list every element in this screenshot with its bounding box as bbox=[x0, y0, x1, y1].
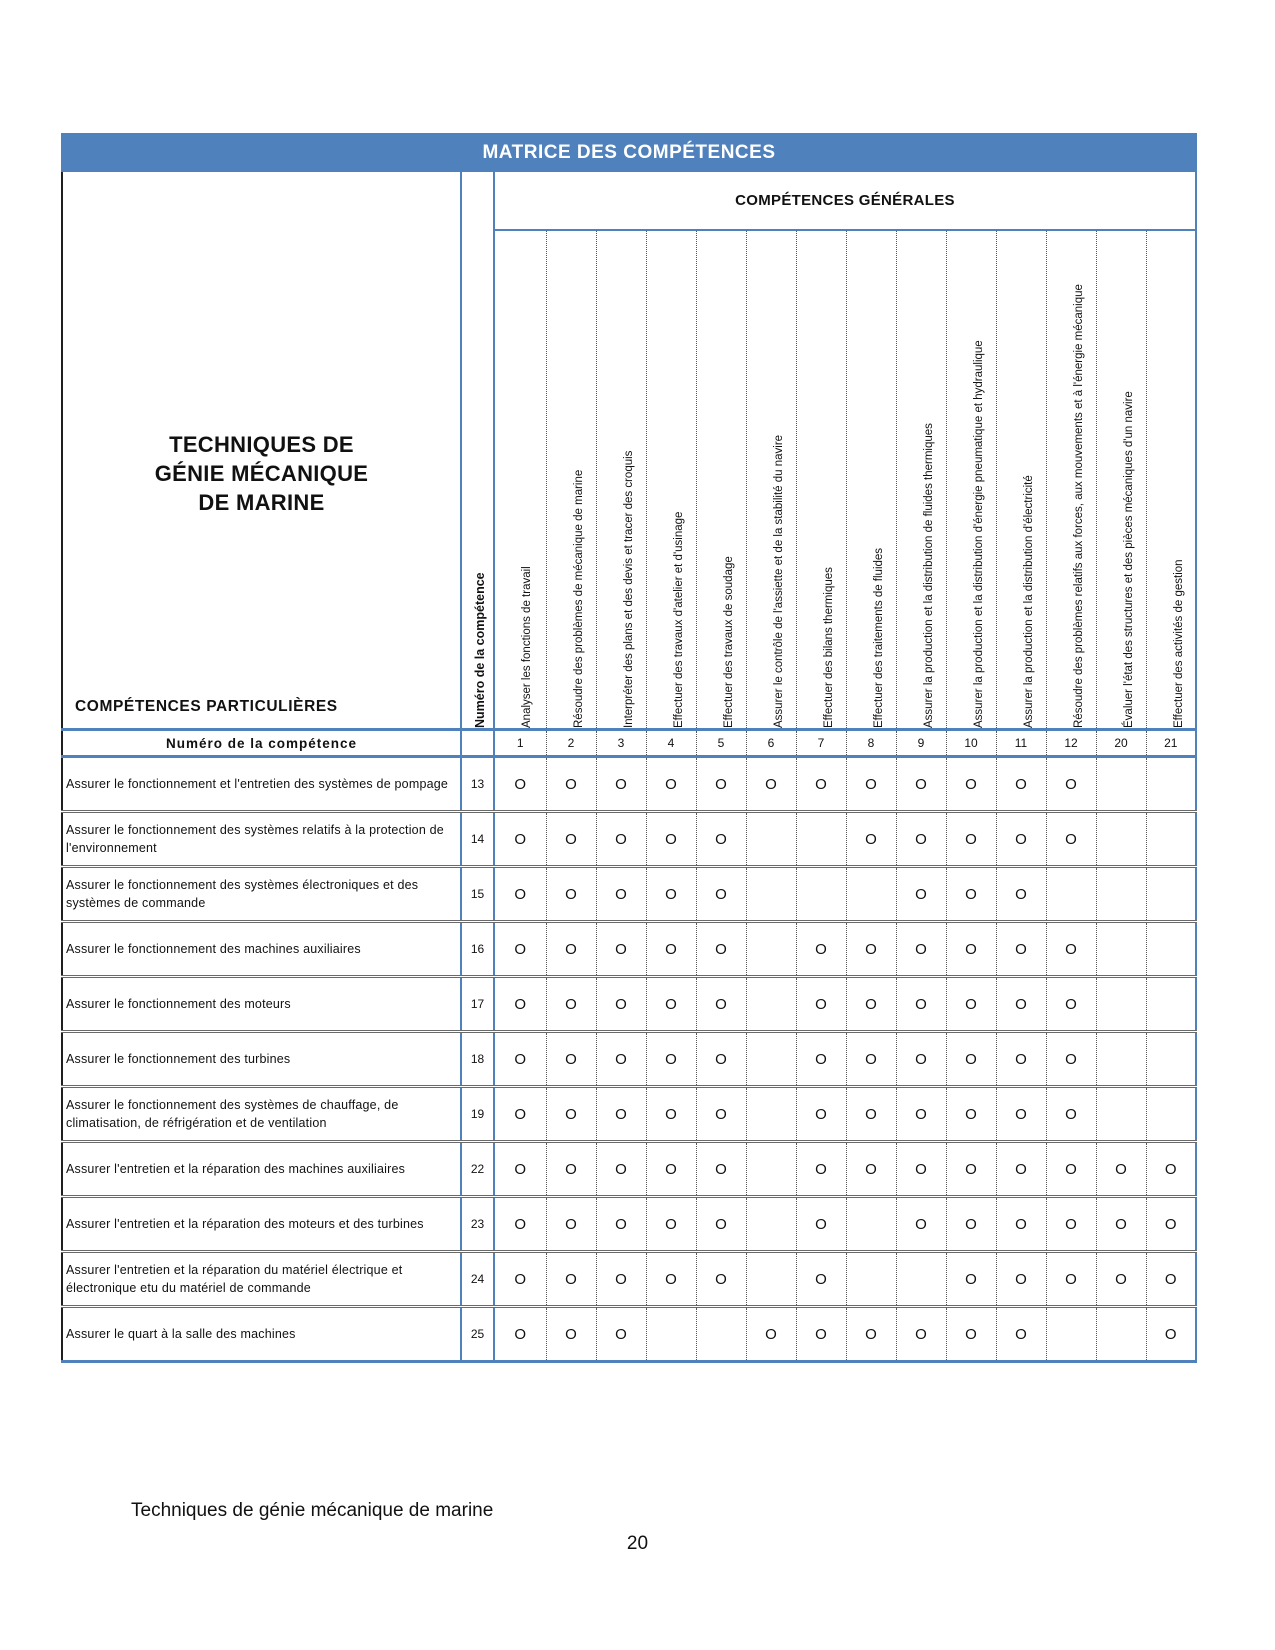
matrix-mark: O bbox=[646, 757, 696, 812]
matrix-mark: O bbox=[494, 1307, 546, 1362]
matrix-mark: O bbox=[796, 1087, 846, 1142]
matrix-mark: O bbox=[1046, 977, 1096, 1032]
matrix-empty-cell bbox=[1096, 977, 1146, 1032]
matrix-mark: O bbox=[696, 1087, 746, 1142]
general-competency-column bbox=[696, 230, 746, 730]
matrix-mark: O bbox=[846, 1307, 896, 1362]
matrix-empty-cell bbox=[1146, 977, 1196, 1032]
general-competency-column bbox=[996, 230, 1046, 730]
particular-competency-number: 17 bbox=[461, 977, 494, 1032]
particular-competency-label: Assurer le fonctionnement des turbines bbox=[62, 1032, 461, 1087]
particular-competency-number: 15 bbox=[461, 867, 494, 922]
general-competency-number: 11 bbox=[996, 730, 1046, 757]
matrix-mark: O bbox=[696, 1252, 746, 1307]
number-row-blank bbox=[461, 730, 494, 757]
matrix-empty-cell bbox=[1096, 1087, 1146, 1142]
matrix-empty-cell bbox=[1096, 1032, 1146, 1087]
matrix-mark: O bbox=[696, 812, 746, 867]
matrix-empty-cell bbox=[1046, 1307, 1096, 1362]
matrix-mark: O bbox=[996, 1087, 1046, 1142]
particular-competency-label: Assurer le fonctionnement des moteurs bbox=[62, 977, 461, 1032]
general-competency-label: Évaluer l'état des structures et des pièces mécaniques d'un navire bbox=[1122, 391, 1134, 728]
particular-competency-label: Assurer le fonctionnement et l'entretien des systèmes de pompage bbox=[62, 757, 461, 812]
general-competency-column bbox=[846, 230, 896, 730]
particular-competency-number: 22 bbox=[461, 1142, 494, 1197]
matrix-mark: O bbox=[1046, 757, 1096, 812]
matrix-mark: O bbox=[896, 812, 946, 867]
footer-title: Techniques de génie mécanique de marine bbox=[131, 1500, 494, 1521]
general-competency-number: 10 bbox=[946, 730, 996, 757]
matrix-mark: O bbox=[546, 1032, 596, 1087]
matrix-empty-cell bbox=[1096, 1307, 1146, 1362]
number-row-label: Numéro de la compétence bbox=[62, 730, 461, 757]
general-competency-label: Effectuer des traitements de fluides bbox=[872, 547, 884, 728]
matrix-empty-cell bbox=[1096, 922, 1146, 977]
matrix-empty-cell bbox=[896, 1252, 946, 1307]
matrix-mark: O bbox=[646, 1142, 696, 1197]
matrix-mark: O bbox=[696, 1142, 746, 1197]
matrix-mark: O bbox=[1046, 812, 1096, 867]
matrix-mark: O bbox=[996, 1307, 1046, 1362]
competency-number-header bbox=[461, 172, 494, 730]
matrix-mark: O bbox=[646, 867, 696, 922]
matrix-mark: O bbox=[596, 867, 646, 922]
matrix-empty-cell bbox=[846, 1197, 896, 1252]
general-competency-number: 8 bbox=[846, 730, 896, 757]
matrix-mark: O bbox=[996, 922, 1046, 977]
matrix-mark: O bbox=[494, 867, 546, 922]
general-competency-label: Assurer le contrôle de l'assiette et de la stabilité du navire bbox=[772, 434, 784, 728]
matrix-mark: O bbox=[896, 922, 946, 977]
matrix-empty-cell bbox=[746, 1032, 796, 1087]
matrix-mark: O bbox=[546, 1307, 596, 1362]
matrix-mark: O bbox=[796, 922, 846, 977]
matrix-mark: O bbox=[1146, 1197, 1196, 1252]
general-competency-column bbox=[546, 230, 596, 730]
matrix-mark: O bbox=[1046, 1087, 1096, 1142]
matrix-row bbox=[62, 1197, 1196, 1252]
matrix-mark: O bbox=[1096, 1197, 1146, 1252]
matrix-mark: O bbox=[946, 1197, 996, 1252]
general-competency-column bbox=[1146, 230, 1196, 730]
matrix-mark: O bbox=[596, 977, 646, 1032]
general-competency-column bbox=[1046, 230, 1096, 730]
matrix-mark: O bbox=[546, 867, 596, 922]
matrix-empty-cell bbox=[746, 922, 796, 977]
matrix-row bbox=[62, 867, 1196, 922]
matrix-mark: O bbox=[546, 977, 596, 1032]
program-title: TECHNIQUES DE GÉNIE MÉCANIQUE DE MARINE bbox=[154, 432, 369, 515]
general-competency-number: 1 bbox=[494, 730, 546, 757]
matrix-mark: O bbox=[696, 757, 746, 812]
matrix-row bbox=[62, 1032, 1196, 1087]
matrix-mark: O bbox=[646, 977, 696, 1032]
matrix-mark: O bbox=[1046, 1142, 1096, 1197]
matrix-mark: O bbox=[1046, 1252, 1096, 1307]
matrix-mark: O bbox=[596, 812, 646, 867]
particular-competency-label: Assurer le fonctionnement des systèmes relatifs à la protection de l'environnement bbox=[62, 812, 461, 867]
matrix-mark: O bbox=[546, 812, 596, 867]
matrix-empty-cell bbox=[846, 1252, 896, 1307]
matrix-mark: O bbox=[1046, 1032, 1096, 1087]
matrix-mark: O bbox=[996, 1032, 1046, 1087]
matrix-row bbox=[62, 1252, 1196, 1307]
particular-competency-number: 24 bbox=[461, 1252, 494, 1307]
general-competency-number: 5 bbox=[696, 730, 746, 757]
particular-competency-label: Assurer le quart à la salle des machines bbox=[62, 1307, 461, 1362]
general-competency-column bbox=[646, 230, 696, 730]
matrix-empty-cell bbox=[1146, 922, 1196, 977]
matrix-mark: O bbox=[946, 757, 996, 812]
matrix-mark: O bbox=[896, 1087, 946, 1142]
matrix-mark: O bbox=[946, 922, 996, 977]
matrix-empty-cell bbox=[746, 1197, 796, 1252]
matrix-empty-cell bbox=[796, 867, 846, 922]
matrix-mark: O bbox=[796, 977, 846, 1032]
matrix-row bbox=[62, 1307, 1196, 1362]
matrix-mark: O bbox=[1146, 1142, 1196, 1197]
matrix-mark: O bbox=[946, 1307, 996, 1362]
general-competency-label: Interpréter des plans et des devis et tracer des croquis bbox=[622, 450, 634, 728]
matrix-empty-cell bbox=[1146, 812, 1196, 867]
matrix-mark: O bbox=[846, 922, 896, 977]
matrix-mark: O bbox=[646, 1087, 696, 1142]
matrix-mark: O bbox=[494, 757, 546, 812]
matrix-mark: O bbox=[996, 867, 1046, 922]
matrix-mark: O bbox=[846, 1087, 896, 1142]
matrix-row bbox=[62, 1087, 1196, 1142]
particular-competency-number: 13 bbox=[461, 757, 494, 812]
general-competency-label: Assurer la production et la distribution de fluides thermiques bbox=[922, 423, 934, 728]
matrix-mark: O bbox=[946, 1142, 996, 1197]
matrix-mark: O bbox=[996, 1142, 1046, 1197]
matrix-empty-cell bbox=[746, 1087, 796, 1142]
matrix-empty-cell bbox=[1146, 757, 1196, 812]
general-competencies-header: COMPÉTENCES GÉNÉRALES bbox=[494, 172, 1196, 230]
matrix-mark: O bbox=[596, 1032, 646, 1087]
particular-competency-label: Assurer le fonctionnement des machines auxiliaires bbox=[62, 922, 461, 977]
matrix-empty-cell bbox=[1046, 867, 1096, 922]
matrix-empty-cell bbox=[746, 812, 796, 867]
matrix-mark: O bbox=[596, 757, 646, 812]
matrix-empty-cell bbox=[696, 1307, 746, 1362]
matrix-mark: O bbox=[646, 1197, 696, 1252]
matrix-mark: O bbox=[896, 1032, 946, 1087]
matrix-mark: O bbox=[696, 1197, 746, 1252]
general-competency-number: 2 bbox=[546, 730, 596, 757]
general-competency-label: Assurer la production et la distribution d'électricité bbox=[1022, 475, 1034, 728]
general-competency-number: 20 bbox=[1096, 730, 1146, 757]
particular-competency-number: 19 bbox=[461, 1087, 494, 1142]
matrix-mark: O bbox=[596, 1252, 646, 1307]
matrix-empty-cell bbox=[1096, 867, 1146, 922]
general-competency-label: Assurer la production et la distribution d'énergie pneumatique et hydraulique bbox=[972, 340, 984, 728]
general-competency-column bbox=[796, 230, 846, 730]
matrix-mark: O bbox=[546, 757, 596, 812]
matrix-mark: O bbox=[946, 867, 996, 922]
general-competency-column bbox=[1096, 230, 1146, 730]
particular-competency-label: Assurer l'entretien et la réparation du matériel électrique et électronique etu du matériel de commande bbox=[62, 1252, 461, 1307]
matrix-mark: O bbox=[494, 1087, 546, 1142]
particular-competencies-label: COMPÉTENCES PARTICULIÈRES bbox=[75, 698, 338, 715]
matrix-mark: O bbox=[546, 1252, 596, 1307]
program-title-cell bbox=[62, 172, 461, 730]
matrix-mark: O bbox=[546, 1142, 596, 1197]
matrix-empty-cell bbox=[746, 977, 796, 1032]
matrix-row bbox=[62, 922, 1196, 977]
general-competency-label: Résoudre des problèmes relatifs aux forces, aux mouvements et à l'énergie mécanique bbox=[1072, 284, 1084, 728]
matrix-row bbox=[62, 1142, 1196, 1197]
competency-matrix bbox=[61, 133, 1197, 1363]
matrix-mark: O bbox=[696, 977, 746, 1032]
particular-competency-number: 16 bbox=[461, 922, 494, 977]
matrix-mark: O bbox=[1146, 1307, 1196, 1362]
matrix-mark: O bbox=[546, 1087, 596, 1142]
matrix-mark: O bbox=[996, 1197, 1046, 1252]
matrix-mark: O bbox=[494, 1252, 546, 1307]
matrix-mark: O bbox=[1096, 1142, 1146, 1197]
matrix-mark: O bbox=[796, 1197, 846, 1252]
general-competency-label: Effectuer des travaux d'atelier et d'usinage bbox=[672, 511, 684, 728]
matrix-mark: O bbox=[896, 1307, 946, 1362]
matrix-mark: O bbox=[946, 977, 996, 1032]
general-competency-label: Effectuer des activités de gestion bbox=[1172, 559, 1184, 728]
matrix-empty-cell bbox=[1146, 1032, 1196, 1087]
general-competency-number: 9 bbox=[896, 730, 946, 757]
matrix-mark: O bbox=[796, 1142, 846, 1197]
matrix-mark: O bbox=[696, 922, 746, 977]
matrix-mark: O bbox=[494, 1032, 546, 1087]
matrix-mark: O bbox=[494, 1142, 546, 1197]
matrix-mark: O bbox=[996, 812, 1046, 867]
particular-competency-number: 25 bbox=[461, 1307, 494, 1362]
matrix-mark: O bbox=[494, 1197, 546, 1252]
matrix-empty-cell bbox=[746, 1252, 796, 1307]
particular-competency-label: Assurer le fonctionnement des systèmes de chauffage, de climatisation, de réfrigération et de ventilation bbox=[62, 1087, 461, 1142]
matrix-mark: O bbox=[796, 757, 846, 812]
matrix-mark: O bbox=[796, 1032, 846, 1087]
matrix-mark: O bbox=[796, 1252, 846, 1307]
matrix-mark: O bbox=[494, 812, 546, 867]
matrix-banner: MATRICE DES COMPÉTENCES bbox=[62, 133, 1196, 172]
matrix-mark: O bbox=[596, 1197, 646, 1252]
matrix-mark: O bbox=[996, 977, 1046, 1032]
matrix-row bbox=[62, 812, 1196, 867]
matrix-empty-cell bbox=[646, 1307, 696, 1362]
matrix-row bbox=[62, 757, 1196, 812]
matrix-mark: O bbox=[596, 1087, 646, 1142]
general-competency-label: Résoudre des problèmes de mécanique de marine bbox=[572, 469, 584, 728]
general-competency-number: 12 bbox=[1046, 730, 1096, 757]
general-competency-column bbox=[946, 230, 996, 730]
matrix-empty-cell bbox=[746, 1142, 796, 1197]
matrix-mark: O bbox=[546, 1197, 596, 1252]
particular-competency-number: 18 bbox=[461, 1032, 494, 1087]
general-competency-number: 4 bbox=[646, 730, 696, 757]
matrix-mark: O bbox=[696, 1032, 746, 1087]
matrix-mark: O bbox=[746, 1307, 796, 1362]
matrix-mark: O bbox=[1046, 1197, 1096, 1252]
matrix-mark: O bbox=[646, 1032, 696, 1087]
matrix-mark: O bbox=[896, 977, 946, 1032]
matrix-mark: O bbox=[494, 977, 546, 1032]
general-competency-column bbox=[746, 230, 796, 730]
particular-competency-label: Assurer l'entretien et la réparation des moteurs et des turbines bbox=[62, 1197, 461, 1252]
matrix-mark: O bbox=[646, 922, 696, 977]
particular-competency-number: 14 bbox=[461, 812, 494, 867]
matrix-mark: O bbox=[746, 757, 796, 812]
matrix-empty-cell bbox=[1146, 1087, 1196, 1142]
general-competency-column bbox=[494, 230, 546, 730]
general-competency-label: Effectuer des travaux de soudage bbox=[722, 556, 734, 728]
general-competency-number: 7 bbox=[796, 730, 846, 757]
matrix-mark: O bbox=[696, 867, 746, 922]
competency-number-vertical-label: Numéro de la compétence bbox=[473, 572, 487, 728]
matrix-mark: O bbox=[896, 867, 946, 922]
matrix-empty-cell bbox=[1096, 757, 1146, 812]
matrix-mark: O bbox=[596, 1142, 646, 1197]
matrix-mark: O bbox=[646, 1252, 696, 1307]
matrix-mark: O bbox=[596, 1307, 646, 1362]
matrix-mark: O bbox=[896, 1197, 946, 1252]
general-competency-label: Analyser les fonctions de travail bbox=[520, 566, 533, 728]
matrix-mark: O bbox=[846, 977, 896, 1032]
general-competency-column bbox=[596, 230, 646, 730]
matrix-mark: O bbox=[846, 1032, 896, 1087]
matrix-empty-cell bbox=[1096, 812, 1146, 867]
matrix-mark: O bbox=[1096, 1252, 1146, 1307]
matrix-mark: O bbox=[596, 922, 646, 977]
matrix-mark: O bbox=[896, 757, 946, 812]
matrix-mark: O bbox=[946, 1252, 996, 1307]
matrix-empty-cell bbox=[746, 867, 796, 922]
matrix-mark: O bbox=[896, 1142, 946, 1197]
matrix-mark: O bbox=[996, 757, 1046, 812]
particular-competency-label: Assurer le fonctionnement des systèmes électroniques et des systèmes de commande bbox=[62, 867, 461, 922]
matrix-mark: O bbox=[1146, 1252, 1196, 1307]
matrix-mark: O bbox=[996, 1252, 1046, 1307]
matrix-mark: O bbox=[946, 1087, 996, 1142]
matrix-mark: O bbox=[846, 812, 896, 867]
particular-competency-label: Assurer l'entretien et la réparation des machines auxiliaires bbox=[62, 1142, 461, 1197]
matrix-mark: O bbox=[796, 1307, 846, 1362]
matrix-mark: O bbox=[646, 812, 696, 867]
general-competency-number: 3 bbox=[596, 730, 646, 757]
general-competency-number: 21 bbox=[1146, 730, 1196, 757]
general-competency-label: Effectuer des bilans thermiques bbox=[822, 567, 834, 728]
matrix-empty-cell bbox=[846, 867, 896, 922]
matrix-mark: O bbox=[846, 1142, 896, 1197]
particular-competency-number: 23 bbox=[461, 1197, 494, 1252]
matrix-mark: O bbox=[846, 757, 896, 812]
matrix-empty-cell bbox=[1146, 867, 1196, 922]
matrix-empty-cell bbox=[796, 812, 846, 867]
matrix-mark: O bbox=[946, 1032, 996, 1087]
matrix-mark: O bbox=[546, 922, 596, 977]
general-competency-column bbox=[896, 230, 946, 730]
matrix-mark: O bbox=[946, 812, 996, 867]
matrix-mark: O bbox=[1046, 922, 1096, 977]
matrix-row bbox=[62, 977, 1196, 1032]
general-competency-number: 6 bbox=[746, 730, 796, 757]
matrix-mark: O bbox=[494, 922, 546, 977]
page-number: 20 bbox=[626, 1533, 649, 1554]
